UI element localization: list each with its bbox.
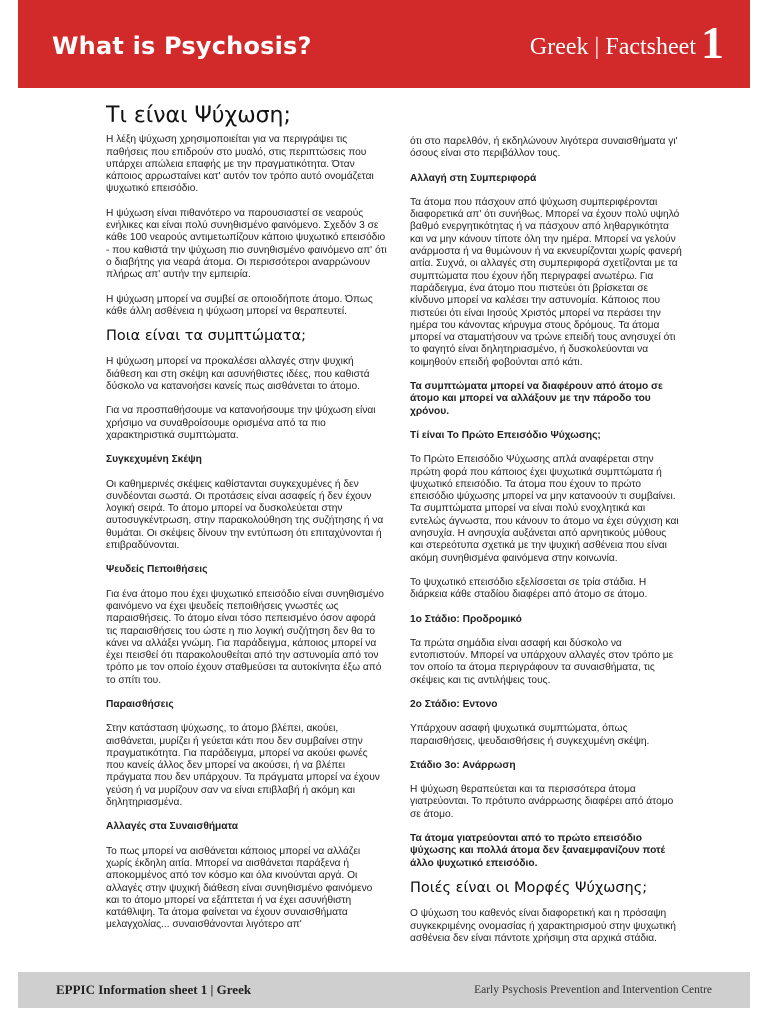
header-banner xyxy=(18,0,750,88)
paragraph: Για ένα άτομο που έχει ψυχωτικό επεισόδιο είναι συνηθισμένο φαινόμενο να έχει ψευδείς πεποιθήσεις γνωστές ως παραισθήσεις. Το άτομο είναι τόσο πεπεισμένο όσον αφορά τις παραισθήσεις του ώστε η πιο λογική συζήτηση δεν θα το κάνει να αλλάξει γνώμη. Για παράδειγμα, κάποιος μπορεί να έχει πεισθεί ότι παρακολουθείται από την αστυνομία από τον τρόπο με τον οποίο έχουν σταθμεύσει τα αυτοκίνητα έξω από το σπίτι του. xyxy=(106,588,384,686)
emphasis-note: Τα συμπτώματα μπορεί να διαφέρουν από άτομο σε άτομο και μπορεί να αλλάξουν με την πάροδο του χρόνου. xyxy=(410,381,663,417)
subheading-false-beliefs: Ψευδείς Πεποιθήσεις xyxy=(106,564,208,576)
paragraph: Η λέξη ψύχωση χρησιμοποιείται για να περιγράψει τις παθήσεις που επιδρούν στο μυαλό, στις περιπτώσεις που υπάρχει απώλεια επαφής με την πραγματικότητα. Όταν κάποιος αρρωσταίνει κατ' αυτόν τον τρόπο αυτό ονομάζεται ψυχωτικό επεισόδιο. xyxy=(106,134,374,195)
section-heading-forms: Ποιές είναι οι Μορφές Ψύχωσης; xyxy=(410,879,648,896)
header-series: Greek | Factsheet xyxy=(529,34,696,60)
left-column xyxy=(106,103,388,944)
paragraph: Η ψύχωση μπορεί να συμβεί σε οποιοδήποτε άτομο. Όπως κάθε άλλη ασθένεια η ψύχωση μπορεί να θεραπευτεί. xyxy=(106,293,373,317)
subheading-stage-3: Στάδιο 3ο: Ανάρρωση xyxy=(410,759,516,771)
header-title: What is Psychosis? xyxy=(52,32,312,60)
right-column xyxy=(410,136,682,957)
paragraph: Οι καθημερινές σκέψεις καθίστανται συγκεχυμένες ή δεν συνδέονται σωστά. Οι προτάσεις είναι ασαφείς ή δεν έχουν λογική σειρά. Το άτομο μπορεί να δυσκολεύεται στην αυτοσυγκέντρωση, στην παρακολούθηση της συζήτησης ή να θυμάται. Οι σκέψεις δίνουν την εντύπωση ότι επιταχύνονται ή επιβραδύνονται. xyxy=(106,478,384,552)
paragraph: Η ψύχωση είναι πιθανότερο να παρουσιαστεί σε νεαρούς ενήλικες και είναι πολύ συνηθισμένο φαινόμενο. Σχεδόν 3 σε κάθε 100 νεαρούς αντιμετωπίζουν κάποιο ψυχωτικό επεισόδιο - που καθιστά την ψύχωση πιο συνηθισμένο φαινόμενο απ' ότι ο διαβήτης για νεαρά άτομα. Οι περισσότεροι αναρρώνουν πλήρως απ' αυτήν την εμπειρία. xyxy=(106,207,387,281)
paragraph: Ο ψύχωση του καθενός είναι διαφορετική και η πρόσαψη συγκεκριμένης ονομασίας ή χαρακτηρισμού στην ψυχωτική ασθένεια δεν είναι πάντοτε χρήσιμη στα αρχικά στάδια. xyxy=(410,908,676,944)
paragraph: Η ψύχωση θεραπεύεται και τα περισσότερα άτομα γιατρεύονται. Το πρότυπο ανάρρωσης διαφέρει από άτομο σε άτομο. xyxy=(410,784,674,820)
paragraph: Υπάρχουν ασαφή ψυχωτικά συμπτώματα, όπως παραισθήσεις, ψευδαισθήσεις ή συγκεχυμένη σκέψη. xyxy=(410,723,650,747)
paragraph: Τα άτομα που πάσχουν από ψύχωση συμπεριφέρονται διαφορετικά απ' ότι συνήθως. Μπορεί να έχουν πολύ υψηλό βαθμό ενεργητικότητας ή να πάσχουν από ληθαργικότητα και να μην κάνουν τίποτε όλη την ημέρα. Μπορεί να γελούν ανάρμοστα ή να θυμώνουν ή να εκνευρίζονται χωρίς φανερή αιτία. Συχνά, οι αλλαγές στη συμπεριφορά σχετίζονται με τα συμπτώματα που έχουν ήδη περιγραφεί ανωτέρω. Για παράδειγμα, ένα άτομο που πιστεύει ότι βρίσκεται σε κίνδυνο μπορεί να καλέσει την αστυνομία. Κάποιος που πιστεύει ότι είναι Ιησούς Χριστός μπορεί να περάσει την ημέρα του κάνοντας κήρυγμα στους δρόμους. Τα άτομα μπορεί να σταματήσουν να τρώνε επειδή τους ανησυχεί ότι το φαγητό είναι δηλητηριασμένο, ή δυσκολεύονται να κοιμηθούν επειδή φοβούνται από κάτι. xyxy=(410,196,682,368)
subheading-stage-2: 2ο Στάδιο: Εντονο xyxy=(410,698,498,710)
subheading-feeling-changes: Αλλαγές στα Συναισθήματα xyxy=(106,821,239,833)
page-title: Τι είναι Ψύχωση; xyxy=(106,103,291,128)
paragraph: Το ψυχωτικό επεισόδιο εξελίσσεται σε τρία στάδια. Η διάρκεια κάθε σταδίου διαφέρει από άτομο σε άτομο. xyxy=(410,576,648,601)
paragraph: Στην κατάσταση ψύχωσης, το άτομο βλέπει, ακούει, αισθάνεται, μυρίζει ή γεύεται κάτι που δεν συμβαίνει στην πραγματικότητα. Για παράδειγμα, μπορεί να ακούει φωνές που κανείς άλλος δεν μπορεί να ακούσει, ή να βλέπει πράγματα που δεν υπάρχουν. Τα πράγματα μπορεί να έχουν γεύση ή να μυρίζουν σαν να είναι επιβλαβή ή ακόμη και δηλητηριασμένα. xyxy=(106,723,380,809)
paragraph: Η ψύχωση μπορεί να προκαλέσει αλλαγές στην ψυχική διάθεση και στη σκέψη και ασυνήθιστες ιδέες, που καθιστά δύσκολο να κατανοήσει κανείς πως αισθάνεται το άτομο. xyxy=(106,356,370,393)
subheading-first-episode: Τί είναι Το Πρώτο Επεισόδιο Ψύχωσης; xyxy=(410,429,601,441)
subheading-hallucinations: Παραισθήσεις xyxy=(106,698,174,710)
subheading-confused-thinking: Συγκεχυμένη Σκέψη xyxy=(106,454,202,466)
footer-right: Early Psychosis Prevention and Intervention Centre xyxy=(474,984,712,996)
footer-bar xyxy=(18,972,750,1008)
paragraph: ότι στο παρελθόν, ή εκδηλώνουν λιγότερα συναισθήματα γι' όσους είναι στο περιβάλλον τους. xyxy=(410,136,678,160)
paragraph: Για να προσπαθήσουμε να κατανοήσουμε την ψύχωση είναι χρήσιμο να συναθροίσουμε ορισμένα από τα πιο χαρακτηριστικά συμπτώματα. xyxy=(106,405,376,441)
header-number: 1 xyxy=(701,17,724,68)
paragraph: Το πως μπορεί να αισθάνεται κάποιος μπορεί να αλλάζει χωρίς έκδηλη αιτία. Μπορεί να αισθάνεται παράξενα ή αποκομμένος από τον κόσμο και όλα κινούνται αργά. Οι αλλαγές στην ψυχική διάθεση είναι συνηθισμένο φαινόμενο και το άτομο μπορεί να εξάπτεται ή να έχει ασυνήθιστη κατάθλιψη. Τα άτομα φαίνεται να έχουν συναισθήματα μελαγχολίας... συναισθάνονται λιγότερο απ' xyxy=(106,845,373,931)
footer-left: EPPIC Information sheet 1 | Greek xyxy=(56,982,252,997)
paragraph: Το Πρώτο Επεισόδιο Ψύχωσης απλά αναφέρεται στην πρώτη φορά που κάποιος έχει ψυχωτικά συμπτώματα ή ψυχωτικό επεισόδιο. Τα άτομα που έχουν το πρώτο επεισόδιο ψύχωσης μπορεί να μην κατανοούν τι συμβαίνει. Τα συμπτώματα μπορεί να είναι πολύ ενοχλητικά και εντελώς άγνωστα, που κάνουν το άτομο να έχει σύγχιση και ανησυχία. Η ανησυχία αυξάνεται από αρνητικούς μύθους και στερεότυπα σχετικά με την ψυχική ασθένεια που είναι ακόμη συνηθισμένα φαινόμενα στην κοινωνία. xyxy=(410,454,679,564)
subheading-behaviour-change: Αλλαγή στη Συμπεριφορά xyxy=(410,172,537,184)
subheading-stage-1: 1ο Στάδιο: Προδρομικό xyxy=(410,613,522,625)
paragraph: Τα πρώτα σημάδια είναι ασαφή και δύσκολο να εντοπιστούν. Μπορεί να υπάρχουν αλλαγές στον τρόπο με τον οποίο τα άτομα περιγράφουν τα συναισθήματα, τις σκέψεις και τις αντιλήψεις τους. xyxy=(410,637,674,686)
section-heading-symptoms: Ποια είναι τα συμπτώματα; xyxy=(106,328,307,345)
emphasis-note: Τα άτομα γιατρεύονται από το πρώτο επεισόδιο ψύχωσης και πολλά άτομα δεν ξαναεμφανίζουν ποτέ άλλο ψυχωτικό επεισόδιο. xyxy=(410,833,666,869)
